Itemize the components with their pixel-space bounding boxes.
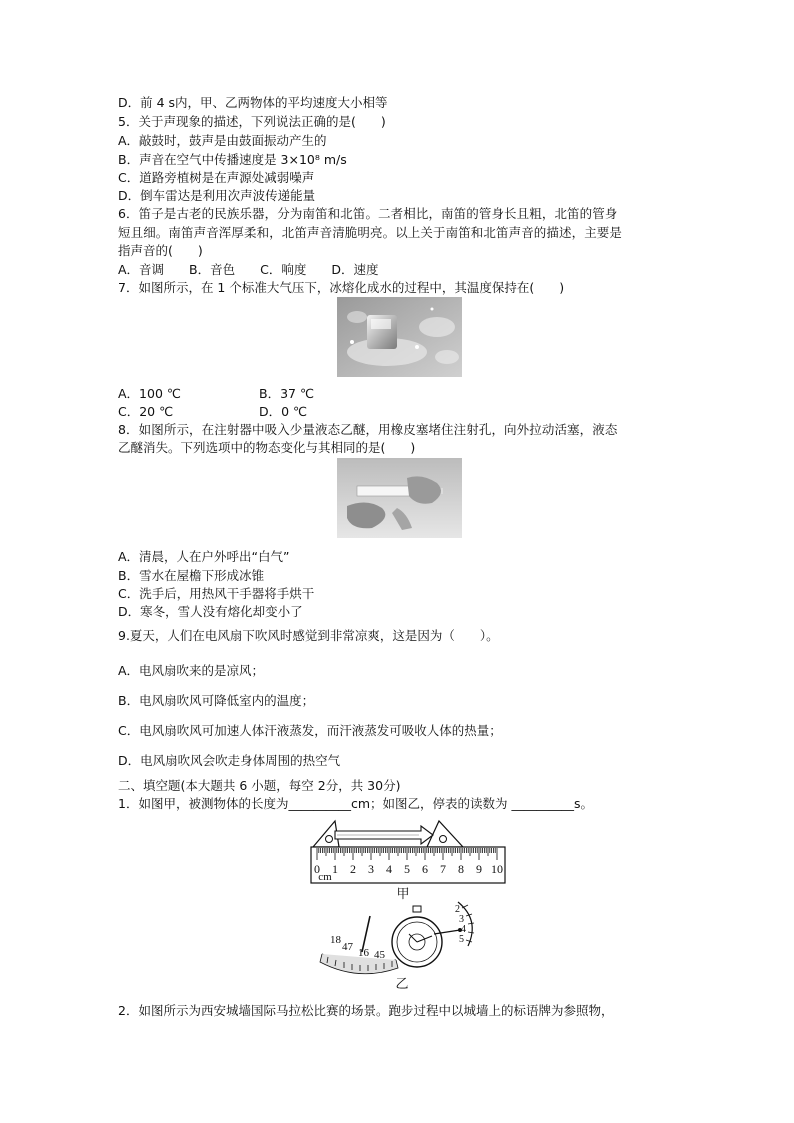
small-dial-4: 4 bbox=[461, 924, 466, 935]
dial-label-45: 45 bbox=[374, 949, 385, 961]
q5-option-b: B．声音在空气中传播速度是 3×10⁸ m/s bbox=[118, 152, 347, 167]
q9-stem: 9.夏天，人们在电风扇下吹风时感觉到非常凉爽，这是因为（ ）。 bbox=[118, 628, 499, 643]
q8-option-b: B．雪水在屋檐下形成冰锥 bbox=[118, 568, 265, 583]
ruler-label: 6 bbox=[422, 862, 428, 876]
q7-option-d: D．0 ℃ bbox=[259, 404, 308, 419]
ruler-label: 2 bbox=[350, 862, 356, 876]
ruler-label: 8 bbox=[458, 862, 464, 876]
q9-option-b: B．电风扇吹风可降低室内的温度； bbox=[118, 693, 315, 708]
q9-option-c: C．电风扇吹风可加速人体汗液蒸发，而汗液蒸发可吸收人体的热量； bbox=[118, 723, 502, 738]
q8-stem-line-2: 乙醚消失。下列选项中的物态变化与其相同的是( ) bbox=[118, 440, 416, 455]
ruler-label: 3 bbox=[368, 862, 374, 876]
q7-option-b: B．37 ℃ bbox=[259, 386, 314, 401]
q5-option-a: A．敲鼓时，鼓声是由鼓面振动产生的 bbox=[118, 133, 327, 148]
fill-q2: 2．如图所示为西安城墙国际马拉松比赛的场景。跑步过程中以城墙上的标语牌为参照物， bbox=[118, 1003, 614, 1018]
fill-q1: 1．如图甲，被测物体的长度为__________cm；如图乙，停表的读数为 __________s。 bbox=[118, 796, 593, 811]
q8-stem-line-1: 8．如图所示，在注射器中吸入少量液态乙醚，用橡皮塞堵住注射孔，向外拉动活塞，液态 bbox=[118, 422, 618, 437]
dial-label-18: 18 bbox=[330, 934, 341, 946]
q8-option-d: D．寒冬，雪人没有熔化却变小了 bbox=[118, 604, 303, 619]
q7-option-a: A．100 ℃ bbox=[118, 386, 181, 401]
q9-option-d: D．电风扇吹风会吹走身体周围的热空气 bbox=[118, 753, 341, 768]
stopwatch-figure bbox=[318, 900, 486, 998]
figure-caption-yi: 乙 bbox=[395, 976, 409, 991]
small-dial-5: 5 bbox=[459, 934, 464, 945]
ruler-label: 1 bbox=[332, 862, 338, 876]
q8-option-a: A．清晨，人在户外呼出“白气” bbox=[118, 549, 290, 564]
q5-option-d: D．倒车雷达是利用次声波传递能量 bbox=[118, 188, 316, 203]
ruler-label: 7 bbox=[440, 862, 446, 876]
q6-stem-line-3: 指声音的( ) bbox=[118, 243, 203, 258]
ruler-figure bbox=[309, 815, 509, 903]
q7-stem: 7．如图所示，在 1 个标准大气压下，冰熔化成水的过程中，其温度保持在( ) bbox=[118, 280, 565, 295]
dial-label-47: 47 bbox=[342, 941, 353, 953]
ruler-unit: cm bbox=[318, 871, 332, 883]
section-2-title: 二、填空题(本大题共 6 小题，每空 2分，共 30分) bbox=[118, 778, 401, 793]
ruler-label: 0 bbox=[314, 862, 320, 876]
syringe-figure bbox=[337, 458, 462, 538]
q5-stem: 5．关于声现象的描述，下列说法正确的是( ) bbox=[118, 114, 386, 129]
small-dial-3: 3 bbox=[459, 914, 464, 925]
q6-stem-line-1: 6．笛子是古老的民族乐器，分为南笛和北笛。二者相比，南笛的管身长且粗，北笛的管身 bbox=[118, 206, 618, 221]
prev-option-d: D．前 4 s内，甲、乙两物体的平均速度大小相等 bbox=[118, 95, 388, 110]
q6-stem-line-2: 短且细。南笛声音浑厚柔和，北笛声音清脆明亮。以上关于南笛和北笛声音的描述，主要是 bbox=[118, 225, 623, 240]
figure-caption-jia: 甲 bbox=[396, 886, 410, 901]
ruler-label: 10 bbox=[491, 862, 503, 876]
q5-option-c: C．道路旁植树是在声源处减弱噪声 bbox=[118, 170, 315, 185]
dial-label-16: 16 bbox=[358, 947, 369, 959]
q9-option-a: A．电风扇吹来的是凉风； bbox=[118, 663, 265, 678]
small-dial-2: 2 bbox=[455, 904, 460, 915]
q6-options: A．音调 B．音色 C．响度 D．速度 bbox=[118, 262, 379, 277]
q8-option-c: C．洗手后，用热风干手器将手烘干 bbox=[118, 586, 315, 601]
ice-melting-figure bbox=[337, 297, 462, 377]
ruler-label: 9 bbox=[476, 862, 482, 876]
ruler-label: 5 bbox=[404, 862, 410, 876]
q7-option-c: C．20 ℃ bbox=[118, 404, 174, 419]
ruler-label: 4 bbox=[386, 862, 392, 876]
